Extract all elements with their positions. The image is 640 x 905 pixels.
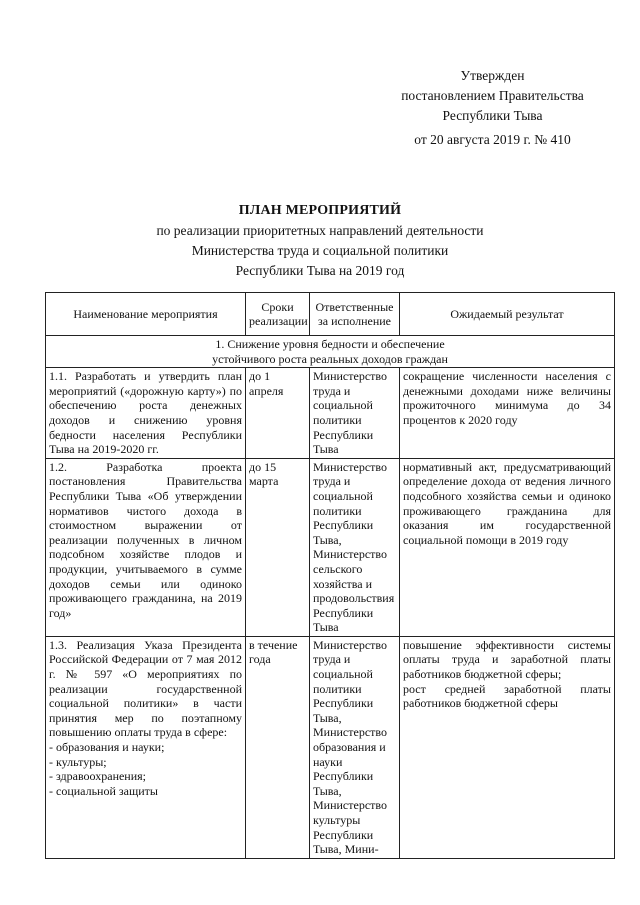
table-row [46, 458, 615, 636]
section-row [46, 336, 615, 368]
subtitle-line-3: Республики Тыва на 2019 год [235, 263, 405, 278]
row-name [46, 636, 246, 858]
document-title: ПЛАН МЕРОПРИЯТИЙ [238, 203, 402, 218]
row-name-text: 1.3. Реализация Указа Президента Российской Федерации от 7 мая 2012 г. № 597 «О мероприятиях по реализации государственной социальной политики» в части принятия мер по поэтапному повышению оплаты труда в сфере: [49, 637, 242, 740]
row-term: до 1 апреля [246, 368, 310, 459]
document-heading [40, 201, 600, 281]
sphere-item: - здравоохранения; [49, 769, 147, 784]
approval-stamp [370, 66, 615, 150]
row-responsible: Министерство труда и социальной политики Республики Тыва, Министерство образования и науки Республики Тыва, Министерство культуры Республики Тыва, Мини- [310, 636, 400, 858]
plan-table [45, 292, 615, 859]
row-name: 1.2. Разработка проекта постановления Правительства Республики Тыва «Об утверждении нормативов чистого дохода в стоимостном выражении от реализации полученных в личном подсобном хозяйстве плодов и продукции, учитываемого в сумме доходов семьи или одиноко проживающего гражданина, на 2019 год» [46, 458, 246, 636]
section-title [46, 336, 615, 368]
row-result: сокращение численности населения с денежными доходами ниже величины прожиточного минимума до 34 процентов к 2020 году [400, 368, 615, 459]
row-term: в течение года [246, 636, 310, 858]
sphere-item: - культуры; [49, 754, 107, 769]
row-result: нормативный акт, предусматривающий определение дохода от ведения личного подсобного хозяйства семьи и одиноко проживающего гражданина для оказания им государственной социальной помощи в 2019 году [400, 458, 615, 636]
sphere-item: - образования и науки; [49, 740, 165, 755]
header-responsible: Ответственные за исполнение [310, 293, 400, 336]
approval-date: от 20 августа 2019 г. № 410 [414, 132, 571, 147]
header-name: Наименование мероприятия [46, 293, 246, 336]
row-result [400, 636, 615, 858]
row-name: 1.1. Разработать и утвердить план мероприятий («дорожную карту») по обеспечению роста денежных доходов и снижению уровня бедности населения Республики Тыва на 2019-2020 гг. [46, 368, 246, 459]
table-row [46, 368, 615, 459]
row-result-line-2: рост средней заработной платы работников бюджетной сферы [403, 681, 611, 711]
header-result: Ожидаемый результат [400, 293, 615, 336]
subtitle-line-1: по реализации приоритетных направлений деятельности [156, 223, 484, 238]
row-responsible: Министерство труда и социальной политики Республики Тыва [310, 368, 400, 459]
section-line-1: 1. Снижение уровня бедности и обеспечение [215, 337, 445, 351]
approval-line-3: Республики Тыва [442, 108, 543, 123]
row-responsible: Министерство труда и социальной политики Республики Тыва, Министерство сельского хозяйства и продовольствия Республики Тыва [310, 458, 400, 636]
table-row [46, 636, 615, 858]
row-result-line-1: повышение эффективности системы оплаты труда и заработной платы работников бюджетной сферы; [403, 637, 611, 682]
table-header-row [46, 293, 615, 336]
sphere-item: - социальной защиты [49, 783, 158, 798]
subtitle-line-2: Министерства труда и социальной политики [191, 243, 449, 258]
section-line-2: устойчивого роста реальных доходов граждан [212, 351, 448, 366]
approval-line-2: постановлением Правительства [401, 88, 584, 103]
header-term: Сроки реализации [246, 293, 310, 336]
approval-line-1: Утвержден [460, 68, 525, 83]
row-term: до 15 марта [246, 458, 310, 636]
